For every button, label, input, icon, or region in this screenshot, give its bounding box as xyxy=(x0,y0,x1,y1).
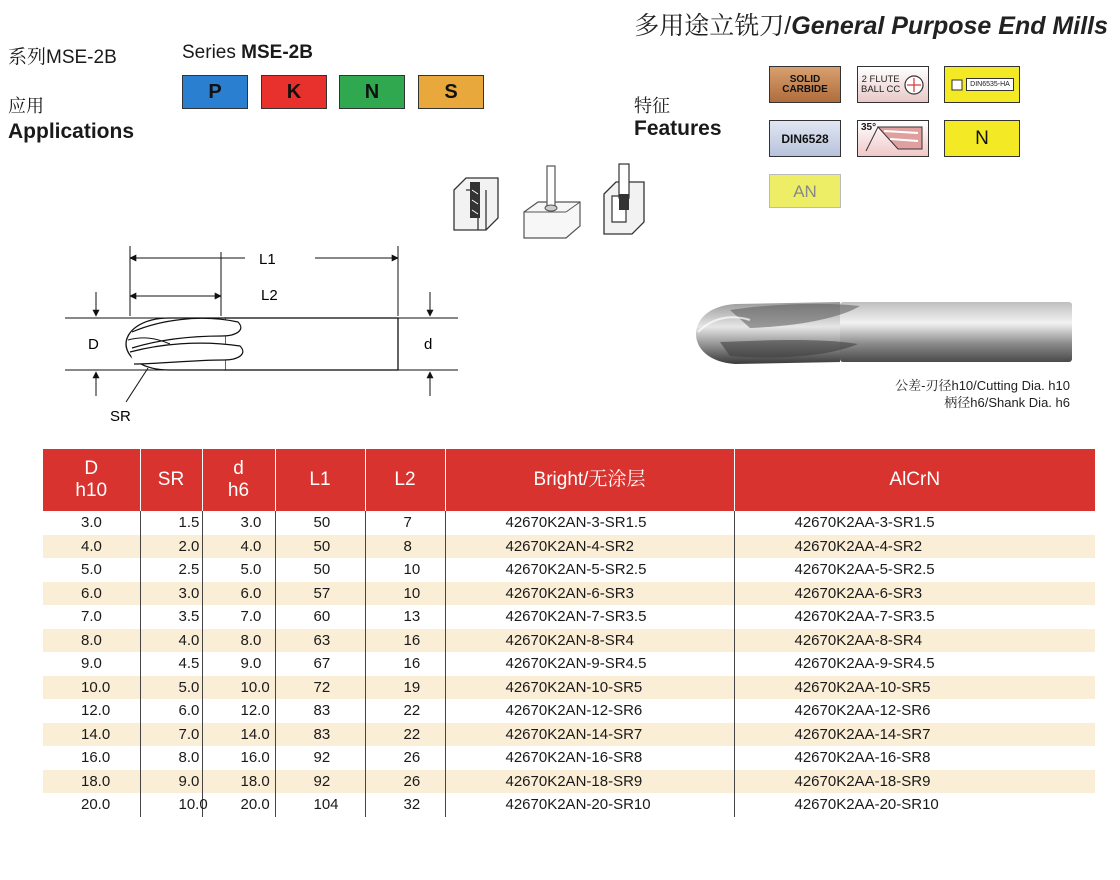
cell-d: 20.0 xyxy=(43,793,140,817)
cell-alcrn: 42670K2AA-3-SR1.5 xyxy=(794,514,935,532)
page-title xyxy=(634,6,1108,42)
cell-l2: 26 xyxy=(365,746,445,770)
cell-d: 10.0 xyxy=(202,676,275,700)
cell-alcrn: 42670K2AA-12-SR6 xyxy=(794,702,931,720)
cell-l2: 19 xyxy=(365,676,445,700)
cell-bright: 42670K2AN-6-SR3 xyxy=(445,582,734,606)
col-header-l1: L1 xyxy=(275,449,365,511)
cell-l1: 92 xyxy=(275,746,365,770)
col-header-alcrn: AlCrN xyxy=(734,449,1095,511)
cell-bright: 42670K2AN-10-SR5 xyxy=(445,676,734,700)
cell-alcrn: 42670K2AA-10-SR5 xyxy=(734,676,1095,700)
cell-l1: 92 xyxy=(275,770,365,794)
helix-angle-text: 35° xyxy=(861,122,877,133)
material-badge-k: K xyxy=(261,75,327,109)
cell-sr: 2.5 xyxy=(140,558,202,582)
tolerance-caption xyxy=(895,377,1070,411)
col-header-bright: Bright/无涂层 xyxy=(445,449,734,511)
series-prefix: Series xyxy=(182,42,242,63)
cell-alcrn: 42670K2AA-20-SR10 xyxy=(794,796,939,814)
cell-l2: 32 xyxy=(365,793,445,817)
cell-d: 4.0 xyxy=(43,535,140,559)
cell-d: 7.0 xyxy=(43,605,140,629)
tolerance-cutting: 公差-刃径h10/Cutting Dia. h10 xyxy=(895,378,1070,393)
cell-bright: 42670K2AN-8-SR4 xyxy=(445,629,734,653)
page-title-en: General Purpose End Mills xyxy=(791,12,1108,40)
table-row xyxy=(43,652,1095,676)
cell-l2: 22 xyxy=(365,699,445,723)
cell-alcrn: 42670K2AA-4-SR2 xyxy=(734,535,1095,559)
cell-sr: 4.0 xyxy=(140,629,202,653)
cell-d: 9.0 xyxy=(202,652,275,676)
cell-alcrn: 42670K2AA-16-SR8 xyxy=(794,749,931,767)
din-shank-text: DIN6535-HA xyxy=(966,78,1014,91)
cell-d: 18.0 xyxy=(43,770,140,794)
cell-d: 8.0 xyxy=(43,629,140,653)
cell-d: 3.0 xyxy=(43,511,140,535)
cell-l1: 50 xyxy=(275,511,365,535)
page-title-cn: 多用途立铣刀/ xyxy=(634,12,792,40)
cell-sr: 8.0 xyxy=(140,746,202,770)
table-row xyxy=(43,605,1095,629)
specification-table xyxy=(43,449,1095,817)
series-label-en xyxy=(182,42,313,64)
table-body xyxy=(43,511,1095,817)
material-badge-p: P xyxy=(182,75,248,109)
applications-label-cn: 应用 xyxy=(8,96,44,116)
cell-alcrn: 42670K2AA-9-SR4.5 xyxy=(794,655,935,673)
table-row xyxy=(43,746,1095,770)
table-row xyxy=(43,582,1095,606)
cell-l1: 63 xyxy=(275,629,365,653)
end-mill-product-image xyxy=(690,296,1075,372)
cell-l1: 104 xyxy=(275,793,365,817)
end-mill-dimension-drawing xyxy=(60,240,480,430)
cell-d: 16.0 xyxy=(202,746,275,770)
cell-alcrn: 42670K2AA-6-SR3 xyxy=(734,582,1095,606)
table-row xyxy=(43,629,1095,653)
cell-l1: 50 xyxy=(275,558,365,582)
solid-carbide-line2: CARBIDE xyxy=(782,83,828,95)
cell-sr: 6.0 xyxy=(140,699,202,723)
solid-carbide-line1: SOLID xyxy=(789,73,821,85)
cell-bright: 42670K2AN-14-SR7 xyxy=(445,723,734,747)
cell-l2: 7 xyxy=(365,511,445,535)
cell-bright: 42670K2AN-12-SR6 xyxy=(445,699,734,723)
cell-bright: 42670K2AN-5-SR2.5 xyxy=(445,558,734,582)
features-label-cn: 特征 xyxy=(634,96,670,116)
cell-d: 20.0 xyxy=(202,793,275,817)
cell-d: 4.0 xyxy=(202,535,275,559)
table-header-row xyxy=(43,449,1095,511)
cell-bright: 42670K2AN-7-SR3.5 xyxy=(445,605,734,629)
cell-l1: 57 xyxy=(275,582,365,606)
cell-d: 12.0 xyxy=(43,699,140,723)
cell-sr: 4.5 xyxy=(140,652,202,676)
cell-bright: 42670K2AN-20-SR10 xyxy=(445,793,734,817)
cell-bright: 42670K2AN-9-SR4.5 xyxy=(445,652,734,676)
machining-operations-icons xyxy=(448,160,658,242)
col-header-shank-line2: h6 xyxy=(227,480,250,501)
type-n-badge: N xyxy=(944,120,1020,157)
cell-d: 6.0 xyxy=(202,582,275,606)
cell-d: 10.0 xyxy=(43,676,140,700)
cell-alcrn: 42670K2AA-5-SR2.5 xyxy=(794,561,935,579)
col-header-d-line2: h10 xyxy=(75,480,108,501)
cell-d: 5.0 xyxy=(43,558,140,582)
two-flute-ball-badge xyxy=(857,66,929,103)
col-header-shank xyxy=(202,449,275,511)
label-d-shank: d xyxy=(424,336,433,353)
cell-sr: 1.5 xyxy=(140,511,202,535)
table-row xyxy=(43,723,1095,747)
cell-d: 16.0 xyxy=(43,746,140,770)
table-row xyxy=(43,676,1095,700)
cell-d: 3.0 xyxy=(202,511,275,535)
two-flute-text xyxy=(861,75,900,95)
cell-sr: 3.5 xyxy=(140,605,202,629)
table-row xyxy=(43,535,1095,559)
series-label-cn: 系列MSE-2B xyxy=(8,47,117,68)
table-row xyxy=(43,511,1095,535)
col-header-l2: L2 xyxy=(365,449,445,511)
cell-alcrn: 42670K2AA-7-SR3.5 xyxy=(794,608,935,626)
col-header-d xyxy=(43,449,140,511)
cell-d: 8.0 xyxy=(202,629,275,653)
material-badge-s: S xyxy=(418,75,484,109)
label-sr: SR xyxy=(110,408,131,425)
cell-alcrn: 42670K2AA-8-SR4 xyxy=(734,629,1095,653)
material-badge-n: N xyxy=(339,75,405,109)
cell-l1: 67 xyxy=(275,652,365,676)
din-shank-badge xyxy=(944,66,1020,103)
ball-cross-icon xyxy=(903,74,925,96)
cell-bright: 42670K2AN-4-SR2 xyxy=(445,535,734,559)
slotting-icon xyxy=(454,178,498,230)
col-header-sr: SR xyxy=(140,449,202,511)
cell-d: 5.0 xyxy=(202,558,275,582)
col-header-shank-line1: d xyxy=(233,458,244,479)
cell-bright: 42670K2AN-16-SR8 xyxy=(445,746,734,770)
two-flute-line1: 2 FLUTE xyxy=(861,73,900,85)
cell-alcrn: 42670K2AA-14-SR7 xyxy=(734,723,1095,747)
cell-l1: 83 xyxy=(275,699,365,723)
cell-d: 12.0 xyxy=(202,699,275,723)
cell-bright: 42670K2AN-18-SR9 xyxy=(445,770,734,794)
cell-l1: 50 xyxy=(275,535,365,559)
cell-l1: 60 xyxy=(275,605,365,629)
cell-sr: 2.0 xyxy=(140,535,202,559)
cell-alcrn: 42670K2AA-18-SR9 xyxy=(734,770,1095,794)
table-row xyxy=(43,793,1095,817)
cell-l2: 10 xyxy=(365,582,445,606)
cell-l2: 16 xyxy=(365,652,445,676)
cell-sr: 10.0 xyxy=(140,793,202,817)
cell-l2: 10 xyxy=(365,558,445,582)
cell-sr: 9.0 xyxy=(140,770,202,794)
label-l1: L1 xyxy=(259,251,276,268)
features-label-en: Features xyxy=(634,117,722,140)
cell-l1: 83 xyxy=(275,723,365,747)
cell-l1: 72 xyxy=(275,676,365,700)
col-header-d-line1: D xyxy=(84,458,99,479)
series-code: MSE-2B xyxy=(241,42,313,63)
cell-d: 14.0 xyxy=(202,723,275,747)
tolerance-shank: 柄径h6/Shank Dia. h6 xyxy=(944,395,1070,410)
cell-sr: 5.0 xyxy=(140,676,202,700)
cell-l2: 26 xyxy=(365,770,445,794)
cell-l2: 22 xyxy=(365,723,445,747)
cell-d: 14.0 xyxy=(43,723,140,747)
cell-l2: 8 xyxy=(365,535,445,559)
cell-l2: 16 xyxy=(365,629,445,653)
cell-bright: 42670K2AN-3-SR1.5 xyxy=(445,511,734,535)
solid-carbide-badge xyxy=(769,66,841,103)
table-row xyxy=(43,699,1095,723)
applications-label-en: Applications xyxy=(8,120,135,143)
two-flute-line2: BALL CC xyxy=(861,83,901,95)
helix-angle-badge xyxy=(857,120,929,157)
pocketing-icon xyxy=(604,164,644,234)
coating-an-badge: AN xyxy=(769,174,841,208)
cell-sr: 7.0 xyxy=(140,723,202,747)
table-row xyxy=(43,558,1095,582)
cell-d: 18.0 xyxy=(202,770,275,794)
cell-d: 9.0 xyxy=(43,652,140,676)
plunging-icon xyxy=(524,166,580,238)
shank-icon xyxy=(950,77,964,93)
cell-d: 6.0 xyxy=(43,582,140,606)
din6528-badge: DIN6528 xyxy=(769,120,841,157)
label-d-cutting: D xyxy=(88,336,99,353)
cell-sr: 3.0 xyxy=(140,582,202,606)
table-row xyxy=(43,770,1095,794)
label-l2: L2 xyxy=(261,287,278,304)
cell-l2: 13 xyxy=(365,605,445,629)
cell-d: 7.0 xyxy=(202,605,275,629)
